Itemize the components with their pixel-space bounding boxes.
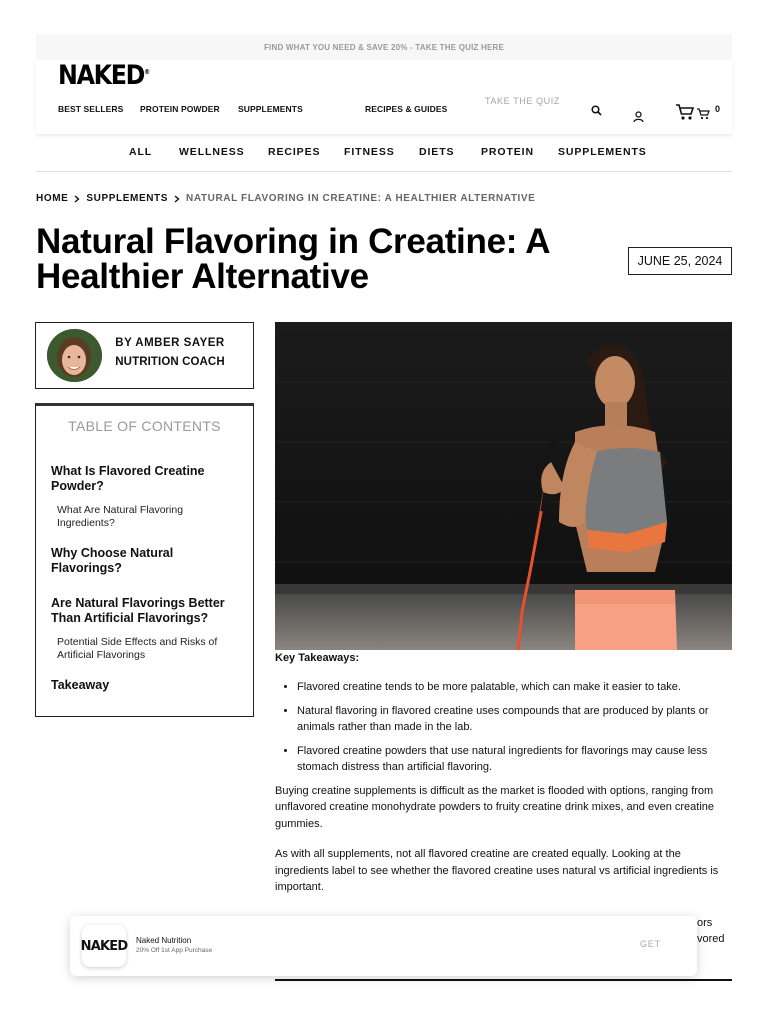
woman-resistance-band-image [275, 322, 732, 650]
toc-item[interactable]: Are Natural Flavorings Better Than Artificial Flavorings? [51, 596, 225, 625]
nav-supplements[interactable]: SUPPLEMENTS [238, 104, 303, 114]
category-protein[interactable]: PROTEIN [481, 146, 534, 158]
toc-item[interactable]: Takeaway [51, 678, 110, 692]
author-role: NUTRITION COACH [115, 356, 225, 368]
app-offer: 20% Off 1st App Purchase [136, 947, 213, 954]
category-all[interactable]: ALL [129, 146, 153, 158]
search-icon[interactable] [591, 105, 602, 116]
category-diets[interactable]: DIETS [419, 146, 455, 158]
naked-logo[interactable]: NAKED® [58, 60, 151, 91]
toc-title: TABLE OF CONTENTS [68, 418, 221, 434]
cart-count: 0 [715, 104, 721, 114]
main-header [36, 60, 732, 134]
category-nav [36, 136, 732, 172]
promo-bar[interactable] [36, 34, 732, 60]
avatar [47, 329, 102, 382]
hero-image [275, 322, 732, 650]
app-name: Naked Nutrition [136, 936, 192, 945]
promo-text[interactable]: FIND WHAT YOU NEED & SAVE 20% - TAKE THE QUIZ HERE [263, 42, 505, 52]
nav-protein-powder[interactable]: PROTEIN POWDER [140, 104, 220, 114]
partial-text: vored [697, 933, 725, 945]
breadcrumb-supplements[interactable]: SUPPLEMENTS [86, 193, 169, 204]
take-the-quiz-link[interactable]: TAKE THE QUIZ [485, 96, 560, 106]
account-icon[interactable] [633, 111, 644, 123]
app-install-banner[interactable] [70, 916, 697, 976]
cart-icon[interactable] [675, 103, 695, 121]
article-body [275, 650, 732, 896]
key-takeaways-heading: Key Takeaways: [275, 652, 360, 664]
list-item: • Flavored creatine tends to be more palatable, which can make it easier to take. [297, 679, 732, 696]
article-paragraph: As with all supplements, not all flavored creatine are created equally. Looking at the ingredients label to see whether the flavored creatine uses natural vs artificial ingredients is important. [275, 848, 719, 893]
table-of-contents [35, 403, 254, 717]
article-paragraph: Buying creatine supplements is difficult as the market is flooded with options, ranging from unflavored creatine monohydrate powders to fruity creatine drink mixes, and even creatine gummies. [275, 784, 715, 830]
nav-recipes-guides[interactable]: RECIPES & GUIDES [365, 104, 448, 114]
category-supplements[interactable]: SUPPLEMENTS [558, 146, 647, 158]
breadcrumb-home[interactable]: HOME [36, 193, 69, 204]
breadcrumb-current: NATURAL FLAVORING IN CREATINE: A HEALTHIER ALTERNATIVE [186, 193, 536, 204]
category-fitness[interactable]: FITNESS [344, 146, 395, 158]
chevron-right-icon [174, 195, 180, 203]
partial-text: ors [697, 917, 713, 929]
section-divider [275, 979, 732, 981]
category-recipes[interactable]: RECIPES [268, 146, 321, 158]
nav-best-sellers[interactable]: BEST SELLERS [58, 104, 124, 114]
app-icon: NAKED [82, 925, 126, 967]
get-app-button[interactable]: GET [640, 939, 661, 949]
key-takeaways-list [297, 679, 732, 776]
toc-subitem[interactable]: What Are Natural Flavoring Ingredients? [57, 504, 184, 529]
chevron-right-icon [74, 195, 80, 203]
toc-item[interactable]: Why Choose Natural Flavorings? [51, 546, 174, 575]
list-item: • Natural flavoring in flavored creatine uses compounds that are produced by plants or animals rather than made in the lab. [297, 703, 732, 736]
breadcrumb [36, 193, 535, 204]
category-wellness[interactable]: WELLNESS [179, 146, 245, 158]
toc-subitem[interactable]: Potential Side Effects and Risks of Artificial Flavorings [57, 636, 218, 661]
publish-date: JUNE 25, 2024 [628, 247, 732, 275]
cart-small-icon[interactable] [696, 107, 710, 120]
author-card [35, 322, 254, 389]
toc-item[interactable]: What Is Flavored Creatine Powder? [51, 464, 205, 493]
author-name[interactable]: BY AMBER SAYER [115, 337, 225, 349]
list-item: • Flavored creatine powders that use natural ingredients for flavorings may cause less stomach distress than artificial flavoring. [297, 743, 732, 776]
page-title: Natural Flavoring in Creatine: A Healthier Alternative [36, 222, 549, 296]
